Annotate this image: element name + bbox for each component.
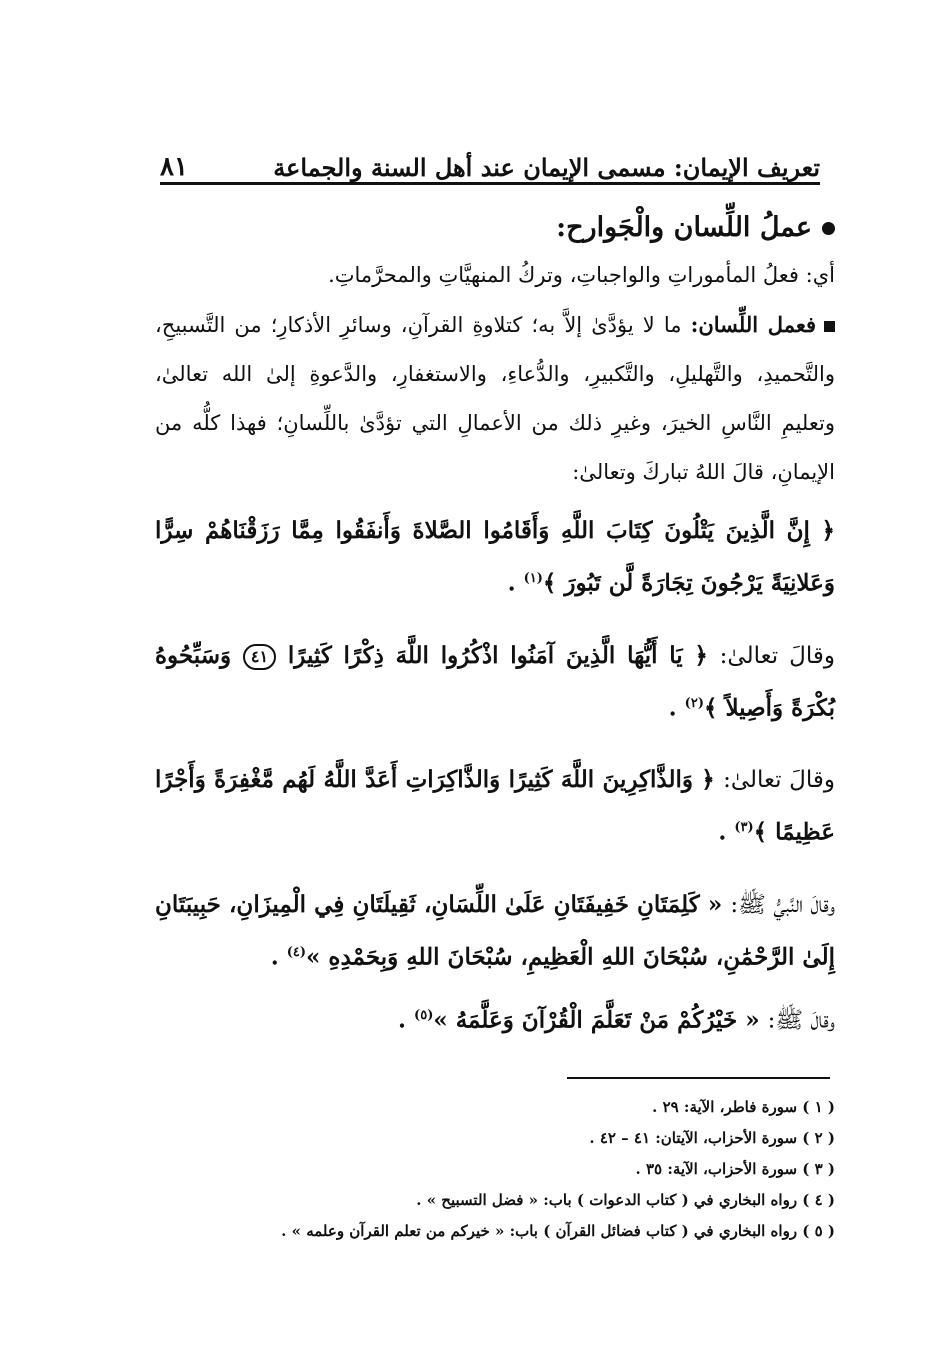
hadith-2-intro: وقالَ ﷺ: <box>767 1007 835 1034</box>
section-intro: أي: فعلُ المأموراتِ والواجباتِ، وتركُ المنهيَّاتِ والمحرَّماتِ. <box>328 263 835 287</box>
bullet-icon <box>822 222 835 235</box>
hadith-2-text: « خَيْرُكُمْ مَنْ تَعَلَّمَ الْقُرْآنَ وَعَلَّمَهُ » <box>433 1006 760 1034</box>
footnote-2: ( ٢ ) سورة الأحزاب، الآيتان: ٤١ – ٤٢ . <box>589 1129 835 1147</box>
footnote-1: ( ١ ) سورة فاطر، الآية: ٢٩ . <box>652 1098 835 1116</box>
footnote-ref-3: (٣) <box>734 820 754 836</box>
quran-verse-3: وقالَ تعالىٰ: ﴿ وَالذَّاكِرِينَ اللَّهَ كَثِيرًا وَالذَّاكِرَاتِ أَعَدَّ اللَّهُ لَهُم مَّغْفِرَةً وَأَجْرًا عَظِيمًا ﴾$^{(٣)}$ . <box>155 766 835 846</box>
quran-verse-2-text-b: وَسَبِّحُوهُ بُكْرَةً وَأَصِيلاً ﴾ <box>155 641 835 722</box>
quran-verse-3-text: ﴿ وَالذَّاكِرِينَ اللَّهَ كَثِيرًا وَالذَّاكِرَاتِ أَعَدَّ اللَّهُ لَهُم مَّغْفِرَةً وَأَجْرًا عَظِيمًا ﴾ <box>155 766 835 846</box>
hadith-2: وقالَ ﷺ: « خَيْرُكُمْ مَنْ تَعَلَّمَ الْقُرْآنَ وَعَلَّمَهُ »$^{(٥)}$ . <box>398 1006 835 1034</box>
section-heading <box>155 205 835 251</box>
footnote-5: ( ٥ ) رواه البخاري في ( كتاب فضائل القرآن ) باب: « خيركم من تعلم القرآن وعلمه » . <box>281 1222 835 1240</box>
running-header <box>160 140 820 185</box>
quran-verse-1: ﴿ إِنَّ الَّذِينَ يَتْلُونَ كِتَابَ اللَّهِ وَأَقَامُوا الصَّلاةَ وَأَنفَقُوا مِمَّا رَزَقْنَاهُمْ سِرًّا وَعَلانِيَةً يَرْجُونَ تِجَارَةً لَّن تَبُورَ ﴾$^{(١)}$ . <box>155 517 835 597</box>
quran-verse-3-intro: وقالَ تعالىٰ: <box>723 767 835 794</box>
quran-verse-2-intro: وقالَ تعالىٰ: <box>719 642 835 669</box>
page-body <box>155 205 835 1044</box>
quran-verse-1-text: ﴿ إِنَّ الَّذِينَ يَتْلُونَ كِتَابَ اللَّهِ وَأَقَامُوا الصَّلاةَ وَأَنفَقُوا مِمَّا رَزَقْنَاهُمْ سِرًّا وَعَلانِيَةً يَرْجُونَ تِجَارَةً لَّن تَبُورَ ﴾ <box>155 517 835 597</box>
footnote-divider <box>567 1077 830 1079</box>
square-bullet-icon <box>824 321 835 332</box>
header-title: تعريف الإيمان: مسمى الإيمان عند أهل السنة والجماعة <box>273 153 820 182</box>
hadith-1-text: « كَلِمَتَانِ خَفِيفَتَانِ عَلَىٰ اللِّسَانِ، ثَقِيلَتَانِ فِي الْمِيزَانِ، حَبِيبَتَانِ إِلَىٰ الرَّحْمَٰنِ، سُبْحَانَ اللهِ الْعَظِيمِ، سُبْحَانَ اللهِ وَبِحَمْدِهِ » <box>155 890 835 971</box>
footnotes <box>155 1092 835 1247</box>
footnote-ref-2: (٢) <box>684 695 704 711</box>
paragraph-lead: فعمل اللِّسان: <box>690 312 816 337</box>
footnote-ref-4: (٤) <box>286 944 307 960</box>
footnote-3: ( ٣ ) سورة الأحزاب، الآية: ٣٥ . <box>635 1160 835 1178</box>
page-number: ٨١ <box>160 152 188 182</box>
ayah-number-badge: ٤١ <box>243 644 276 670</box>
quran-verse-2: وقالَ تعالىٰ: ﴿ يَا أَيُّهَا الَّذِينَ آمَنُوا اذْكُرُوا اللَّهَ ذِكْرًا كَثِيرًا ٤١ وَسَبِّحُوهُ بُكْرَةً وَأَصِيلاً ﴾$^{(٢)}$ . <box>155 641 835 722</box>
footnote-ref-5: (٥) <box>414 1007 434 1023</box>
hadith-1-intro: وقالَ النَّبيُّ ﷺ: <box>730 891 836 918</box>
footnote-4: ( ٤ ) رواه البخاري في ( كتاب الدعوات ) باب: « فضل التسبيح » . <box>416 1191 835 1209</box>
quran-verse-2-text-a: ﴿ يَا أَيُّهَا الَّذِينَ آمَنُوا اذْكُرُوا اللَّهَ ذِكْرًا كَثِيرًا <box>287 641 708 669</box>
footnote-ref-1: (١) <box>523 571 543 586</box>
paragraph-text: ما لا يؤدَّىٰ إلاَّ به؛ كتلاوةِ القرآنِ، وسائرِ الأذكارِ؛ من التَّسبيحِ، والتَّحميدِ، والتَّهليلِ، والتَّكبيرِ، والدُّعاءِ، والاستغفارِ، والدَّعوةِ إلىٰ الله تعالىٰ، وتعليمِ النَّاسِ الخيرَ، وغيرِ ذلك من الأعمالِ التي تؤدَّىٰ باللِّسانِ؛ فهذا كلُّه من الإيمانِ، قالَ اللهُ تباركَ وتعالىٰ: <box>155 313 835 484</box>
hadith-1: وقالَ النَّبيُّ ﷺ: « كَلِمَتَانِ خَفِيفَتَانِ عَلَىٰ اللِّسَانِ، ثَقِيلَتَانِ فِي الْمِيزَانِ، حَبِيبَتَانِ إِلَىٰ الرَّحْمَٰنِ، سُبْحَانَ اللهِ الْعَظِيمِ، سُبْحَانَ اللهِ وَبِحَمْدِهِ »$^{(٤)}$ . <box>155 890 836 971</box>
section-heading-text: عملُ اللِّسان والْجَوارح: <box>556 212 812 243</box>
paragraph-tongue <box>155 300 835 497</box>
